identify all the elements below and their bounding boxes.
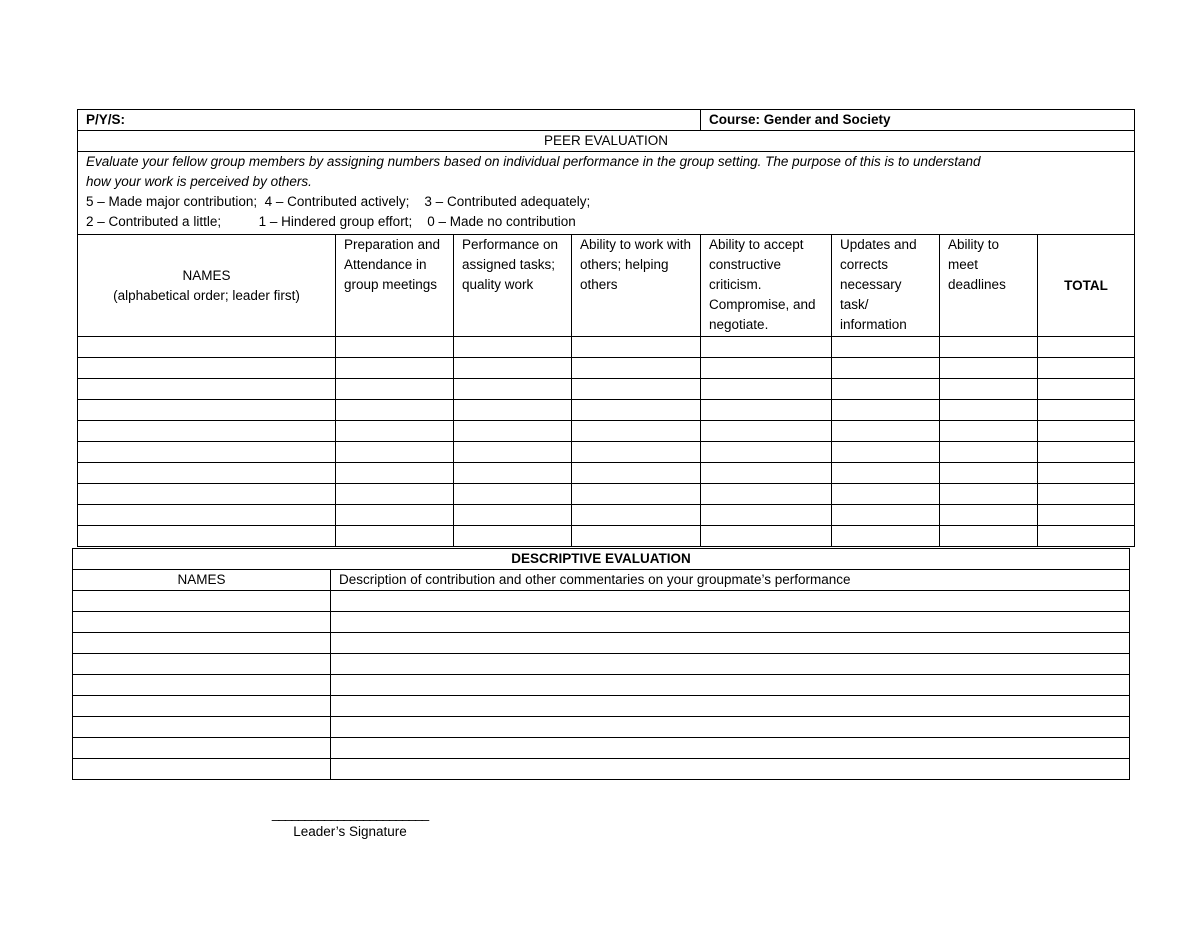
rating-cell[interactable]: [454, 442, 572, 463]
rating-cell[interactable]: [454, 400, 572, 421]
peer-instructions: [78, 152, 1135, 235]
rating-cell[interactable]: [336, 463, 454, 484]
member-name-cell[interactable]: [78, 400, 336, 421]
member-name-cell[interactable]: [78, 337, 336, 358]
criterion-preparation-header: Preparation and Attendance in group meetings: [336, 235, 454, 337]
total-cell[interactable]: [1038, 484, 1135, 505]
rating-scale-row-1: 5 – Made major contribution; 4 – Contributed actively; 3 – Contributed adequately;: [86, 194, 591, 209]
member-name-cell[interactable]: [73, 759, 331, 780]
desc-names-header: NAMES: [73, 570, 331, 591]
peer-table-row: [78, 484, 1135, 505]
peer-evaluation-table: [77, 109, 1135, 547]
member-name-cell[interactable]: [73, 717, 331, 738]
member-name-cell[interactable]: [78, 421, 336, 442]
rating-cell[interactable]: [940, 379, 1038, 400]
rating-cell[interactable]: [701, 526, 832, 547]
total-cell[interactable]: [1038, 526, 1135, 547]
description-cell[interactable]: [331, 759, 1130, 780]
rating-cell[interactable]: [572, 463, 701, 484]
rating-cell[interactable]: [336, 358, 454, 379]
rating-cell[interactable]: [572, 442, 701, 463]
total-cell[interactable]: [1038, 421, 1135, 442]
member-name-cell[interactable]: [73, 591, 331, 612]
member-name-cell[interactable]: [78, 505, 336, 526]
description-cell[interactable]: [331, 738, 1130, 759]
rating-cell[interactable]: [701, 505, 832, 526]
total-cell[interactable]: [1038, 463, 1135, 484]
total-cell[interactable]: [1038, 505, 1135, 526]
rating-cell[interactable]: [454, 526, 572, 547]
description-cell[interactable]: [331, 675, 1130, 696]
peer-table-row: [78, 442, 1135, 463]
rating-cell[interactable]: [454, 358, 572, 379]
rating-cell[interactable]: [940, 442, 1038, 463]
peer-table-row: [78, 421, 1135, 442]
rating-cell[interactable]: [832, 358, 940, 379]
instructions-line-1: Evaluate your fellow group members by assigning numbers based on individual performance in the group setting. The purpose of this is to understand: [86, 154, 981, 169]
member-name-cell[interactable]: [73, 612, 331, 633]
rating-cell[interactable]: [832, 526, 940, 547]
total-column-header: TOTAL: [1038, 235, 1135, 337]
rating-cell[interactable]: [832, 400, 940, 421]
total-cell[interactable]: [1038, 442, 1135, 463]
rating-cell[interactable]: [454, 379, 572, 400]
rating-cell[interactable]: [336, 337, 454, 358]
rating-cell[interactable]: [336, 421, 454, 442]
descriptive-table-row: [73, 633, 1130, 654]
total-cell[interactable]: [1038, 379, 1135, 400]
peer-table-row: [78, 526, 1135, 547]
descriptive-rows: [73, 591, 1130, 780]
signature-line[interactable]: ________________________: [271, 806, 429, 821]
member-name-cell[interactable]: [73, 675, 331, 696]
rating-cell[interactable]: [940, 337, 1038, 358]
course-field: [701, 110, 1135, 131]
member-name-cell[interactable]: [78, 358, 336, 379]
criterion-deadlines-header: Ability to meet deadlines: [940, 235, 1038, 337]
rating-cell[interactable]: [572, 358, 701, 379]
peer-table-row: [78, 337, 1135, 358]
member-name-cell[interactable]: [78, 442, 336, 463]
rating-cell[interactable]: [701, 484, 832, 505]
member-name-cell[interactable]: [78, 484, 336, 505]
total-cell[interactable]: [1038, 337, 1135, 358]
rating-cell[interactable]: [701, 400, 832, 421]
rating-cell[interactable]: [832, 421, 940, 442]
rating-cell[interactable]: [336, 526, 454, 547]
pys-label: P/Y/S:: [86, 112, 126, 127]
peer-table-row: [78, 463, 1135, 484]
desc-description-header: Description of contribution and other commentaries on your groupmate’s performance: [331, 570, 1130, 591]
descriptive-table-row: [73, 738, 1130, 759]
total-cell[interactable]: [1038, 358, 1135, 379]
pys-field[interactable]: [78, 110, 701, 131]
rating-cell[interactable]: [454, 463, 572, 484]
rating-cell[interactable]: [832, 463, 940, 484]
rating-cell[interactable]: [940, 505, 1038, 526]
description-cell[interactable]: [331, 633, 1130, 654]
rating-cell[interactable]: [701, 379, 832, 400]
rating-cell[interactable]: [701, 421, 832, 442]
rating-cell[interactable]: [832, 337, 940, 358]
rating-cell[interactable]: [701, 358, 832, 379]
member-name-cell[interactable]: [78, 463, 336, 484]
descriptive-table-row: [73, 717, 1130, 738]
peer-table-row: [78, 400, 1135, 421]
member-name-cell[interactable]: [78, 526, 336, 547]
descriptive-evaluation-title: DESCRIPTIVE EVALUATION: [73, 549, 1130, 570]
description-cell[interactable]: [331, 591, 1130, 612]
course-label: Course: Gender and Society: [709, 112, 891, 127]
rating-cell[interactable]: [832, 484, 940, 505]
rating-cell[interactable]: [701, 337, 832, 358]
rating-cell[interactable]: [701, 463, 832, 484]
rating-cell[interactable]: [701, 442, 832, 463]
member-name-cell[interactable]: [73, 633, 331, 654]
rating-cell[interactable]: [940, 526, 1038, 547]
descriptive-table-row: [73, 759, 1130, 780]
descriptive-table-row: [73, 675, 1130, 696]
criterion-performance-header: Performance on assigned tasks; quality work: [454, 235, 572, 337]
rating-cell[interactable]: [832, 442, 940, 463]
rating-cell[interactable]: [940, 358, 1038, 379]
descriptive-table-row: [73, 654, 1130, 675]
description-cell[interactable]: [331, 696, 1130, 717]
description-cell[interactable]: [331, 654, 1130, 675]
total-cell[interactable]: [1038, 400, 1135, 421]
peer-table-row: [78, 358, 1135, 379]
rating-cell[interactable]: [336, 505, 454, 526]
peer-rows: [78, 337, 1135, 547]
rating-cell[interactable]: [572, 526, 701, 547]
member-name-cell[interactable]: [73, 654, 331, 675]
instructions-line-2: how your work is perceived by others.: [86, 174, 312, 189]
rating-cell[interactable]: [336, 484, 454, 505]
criterion-updates-header: Updates and corrects necessary task/ information: [832, 235, 940, 337]
descriptive-evaluation-table: [72, 548, 1130, 780]
description-cell[interactable]: [331, 717, 1130, 738]
names-column-header: NAMES (alphabetical order; leader first): [78, 235, 336, 337]
rating-cell[interactable]: [454, 421, 572, 442]
peer-table-row: [78, 379, 1135, 400]
rating-cell[interactable]: [454, 505, 572, 526]
descriptive-table-row: [73, 612, 1130, 633]
rating-cell[interactable]: [336, 379, 454, 400]
rating-cell[interactable]: [454, 337, 572, 358]
criterion-criticism-header: Ability to accept constructive criticism. Compromise, and negotiate.: [701, 235, 832, 337]
rating-cell[interactable]: [940, 400, 1038, 421]
rating-cell[interactable]: [572, 337, 701, 358]
rating-cell[interactable]: [336, 442, 454, 463]
rating-cell[interactable]: [940, 484, 1038, 505]
member-name-cell[interactable]: [73, 696, 331, 717]
rating-cell[interactable]: [454, 484, 572, 505]
rating-cell[interactable]: [940, 421, 1038, 442]
rating-cell[interactable]: [940, 463, 1038, 484]
peer-table-row: [78, 505, 1135, 526]
rating-cell[interactable]: [572, 421, 701, 442]
rating-cell[interactable]: [572, 379, 701, 400]
rating-cell[interactable]: [832, 505, 940, 526]
rating-scale-row-2: 2 – Contributed a little; 1 – Hindered group effort; 0 – Made no contribution: [86, 214, 576, 229]
rating-cell[interactable]: [572, 505, 701, 526]
leader-signature-block: [242, 806, 458, 842]
rating-cell[interactable]: [336, 400, 454, 421]
rating-cell[interactable]: [572, 484, 701, 505]
description-cell[interactable]: [331, 612, 1130, 633]
signature-label: Leader’s Signature: [293, 824, 407, 839]
descriptive-table-row: [73, 696, 1130, 717]
rating-cell[interactable]: [832, 379, 940, 400]
criterion-teamwork-header: Ability to work with others; helping others: [572, 235, 701, 337]
descriptive-table-row: [73, 591, 1130, 612]
member-name-cell[interactable]: [73, 738, 331, 759]
member-name-cell[interactable]: [78, 379, 336, 400]
peer-evaluation-title: PEER EVALUATION: [78, 131, 1135, 152]
rating-cell[interactable]: [572, 400, 701, 421]
